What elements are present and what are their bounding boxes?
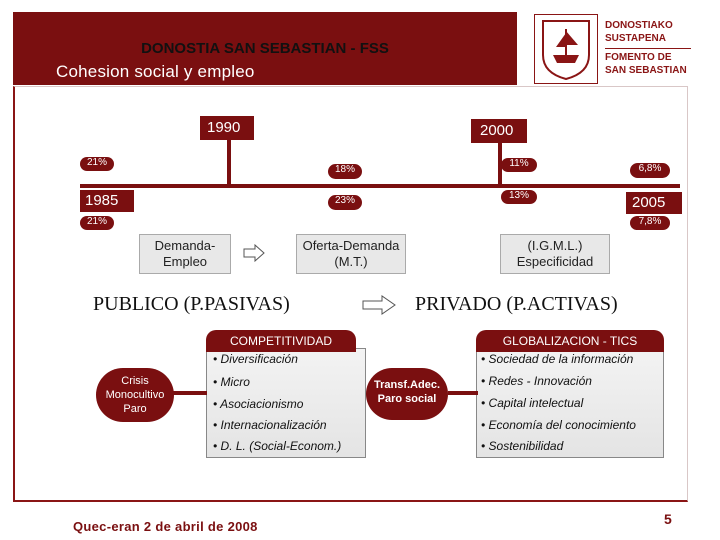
crest-logo bbox=[534, 14, 598, 84]
pct-mid-top: 18% bbox=[328, 164, 362, 179]
globalizacion-item: • Economía del conocimiento bbox=[481, 418, 636, 432]
demanda-line1: Demanda- bbox=[154, 238, 216, 253]
pct-far-right-top: 6,8% bbox=[630, 163, 670, 178]
globalizacion-item: • Sociedad de la información bbox=[481, 352, 634, 366]
igml-box bbox=[500, 234, 610, 274]
footer-text: Quec-eran 2 de abril de 2008 bbox=[73, 519, 258, 534]
demanda-line2: Empleo bbox=[162, 254, 208, 269]
crisis-line2: Monocultivo bbox=[105, 389, 165, 401]
transf-line2: Paro social bbox=[377, 393, 437, 405]
year-2005: 2005 bbox=[626, 192, 682, 214]
demanda-empleo-box bbox=[139, 234, 231, 274]
publico-label: PUBLICO (P.PASIVAS) bbox=[93, 293, 290, 315]
crisis-oval bbox=[96, 368, 174, 422]
logo-divider bbox=[605, 48, 691, 49]
globalizacion-item: • Sostenibilidad bbox=[481, 439, 564, 453]
pct-far-right-bottom: 7,8% bbox=[630, 216, 670, 230]
privado-label: PRIVADO (P.ACTIVAS) bbox=[415, 293, 618, 315]
pct-left-top: 21% bbox=[80, 157, 114, 171]
connector-transf bbox=[448, 387, 478, 399]
globalizacion-item: • Capital intelectual bbox=[481, 396, 584, 410]
oferta-demanda-box bbox=[296, 234, 406, 274]
logo-text-1: DONOSTIAKO bbox=[605, 20, 673, 31]
crisis-line1: Crisis bbox=[121, 375, 149, 387]
oferta-line1: Oferta-Demanda bbox=[302, 238, 400, 253]
slide-subtitle: Cohesion social y empleo bbox=[56, 62, 255, 81]
transf-oval bbox=[366, 368, 448, 420]
pct-right-bottom: 13% bbox=[501, 190, 537, 204]
year-1985: 1985 bbox=[80, 190, 134, 212]
page-number: 5 bbox=[664, 511, 672, 527]
competitividad-item: • Asociacionismo bbox=[213, 397, 304, 411]
globalizacion-item: • Redes - Innovación bbox=[481, 374, 592, 388]
competitividad-item: • D. L. (Social-Econom.) bbox=[213, 439, 342, 453]
logo-text-2: SUSTAPENA bbox=[605, 33, 666, 44]
year-1990: 1990 bbox=[200, 116, 254, 140]
pct-mid-bottom: 23% bbox=[328, 195, 362, 210]
competitividad-item: • Internacionalización bbox=[213, 418, 327, 432]
competitividad-item: • Micro bbox=[213, 375, 250, 389]
connector-crisis bbox=[173, 387, 207, 399]
competitividad-item: • Diversificación bbox=[213, 352, 298, 366]
year-2000: 2000 bbox=[471, 119, 527, 143]
timeline-tick-1990 bbox=[227, 140, 231, 186]
logo-text-4: SAN SEBASTIAN bbox=[605, 65, 687, 76]
timeline-axis bbox=[80, 184, 680, 188]
globalizacion-header: GLOBALIZACION - TICS bbox=[476, 330, 664, 352]
pct-right-top: 11% bbox=[501, 158, 537, 172]
pct-left-bottom: 21% bbox=[80, 216, 114, 230]
slide-title: DONOSTIA SAN SEBASTIAN - FSS bbox=[141, 40, 389, 57]
arrow-right-icon bbox=[362, 295, 396, 315]
crisis-line3: Paro bbox=[123, 403, 147, 415]
arrow-right-icon bbox=[243, 244, 265, 262]
igml-line2: Especificidad bbox=[516, 254, 594, 269]
oferta-line2: (M.T.) bbox=[334, 254, 368, 269]
transf-line1: Transf.Adec. bbox=[373, 379, 441, 391]
igml-line1: (I.G.M.L.) bbox=[527, 238, 583, 253]
competitividad-header: COMPETITIVIDAD bbox=[206, 330, 356, 352]
logo-text-3: FOMENTO DE bbox=[605, 52, 672, 63]
